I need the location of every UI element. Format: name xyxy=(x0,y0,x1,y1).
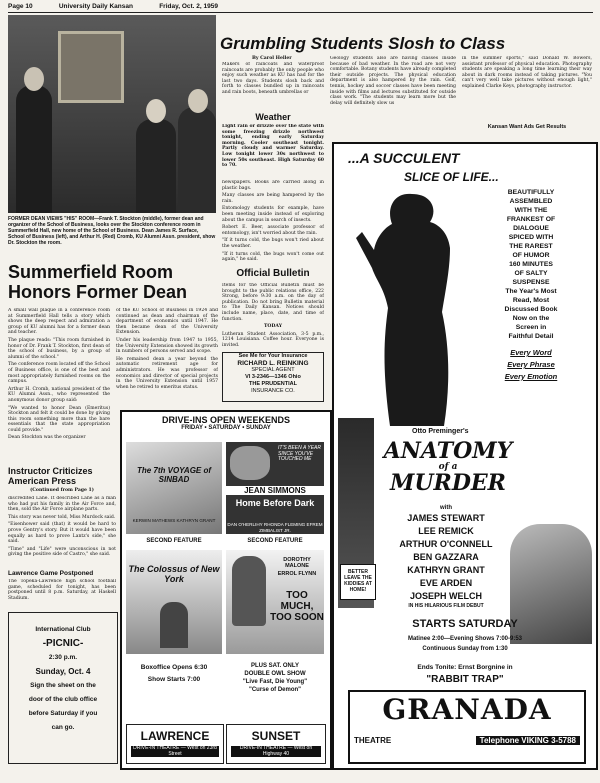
drivein-days: FRIDAY • SATURDAY • SUNDAY xyxy=(181,425,271,431)
picnic-day: Sunday, Oct. 4 xyxy=(35,667,91,676)
side-line: Screen in xyxy=(515,324,547,331)
home-poster xyxy=(226,442,324,534)
byline: By Carol Heller xyxy=(252,56,292,61)
club-line: Sign the sheet on the xyxy=(30,682,96,689)
title-of-a: of a xyxy=(438,462,458,472)
instructor-body xyxy=(8,496,116,568)
bulletin-item: Lutheran Student Association, 3-5 p.m., 1214 Louisiana. Coffee hour. Everyone is invited. xyxy=(222,331,324,348)
every-word: Every Word xyxy=(510,348,552,357)
cast-member: LEE REMICK xyxy=(418,526,474,536)
presents: Otto Preminger's xyxy=(412,428,469,435)
sunset-sub: DRIVE-IN THEATRE — West on Highway 40 xyxy=(231,746,321,757)
side-line: Read, Most xyxy=(512,297,550,304)
paragraph: of the KU School of Business in 1924 and continued as dean and chairman of the department of economics until 1947. He then became dean of the University Extension. xyxy=(116,308,218,336)
title-anatomy: ANATOMY xyxy=(383,438,513,464)
paragraph: A small wall plaque in a conference room at Summerfield Hall tells a story which shows the deep respect and admiration a group of KU alumni has for a former dean and teacher. xyxy=(8,308,110,336)
side-line: The Year's Most xyxy=(505,288,557,295)
issue-date: Friday, Oct. 2, 1959 xyxy=(159,3,218,10)
granada-logo xyxy=(348,690,586,764)
with: with xyxy=(440,505,452,511)
second-feature-left: SECOND FEATURE xyxy=(146,538,202,544)
page-number: Page 10 xyxy=(8,3,33,10)
weather-box xyxy=(222,112,324,172)
bulletin-title: Official Bulletin xyxy=(236,268,310,279)
company: THE PRUDENTIAL xyxy=(249,381,297,387)
plus-sat: PLUS SAT. ONLY xyxy=(250,663,299,669)
agent-phone: VI 3-2346—1346 Ohio xyxy=(245,374,301,380)
continued-note: (Continued from Page 1) xyxy=(30,488,94,493)
side-line: Discussed Book xyxy=(504,306,558,313)
side-line: WITH THE xyxy=(514,207,548,214)
sunset-name: SUNSET xyxy=(251,729,301,743)
lawrence-sub: DRIVE-IN THEATRE — West on 23rd Street xyxy=(131,746,219,757)
caption-text: —Frank T. Stockton (middle), former dean and organizer of the School of Business, looks over the Stockton conference room in Summerfield Hall, new home of the School of Business. Dean James R. Surface, School of Business (left), and Arthur H. (Red) Cromb, KU Alumni Assn. president, show Dr. Stockton the room. xyxy=(8,216,216,246)
news-photo xyxy=(8,15,216,213)
home-cast: DAN O'HERLIHY RHONDA FLEMING EFREM ZIMBALIST JR. xyxy=(227,522,323,533)
club-line: can go. xyxy=(51,724,75,731)
photo-caption xyxy=(8,216,216,246)
title-murder: MURDER xyxy=(390,470,506,496)
bulletin-body xyxy=(222,283,324,349)
paper-name: University Daily Kansan xyxy=(58,3,133,10)
masthead xyxy=(8,3,218,10)
grumbling-headline: Grumbling Students Slosh to Class xyxy=(220,34,506,53)
summerfield-col1 xyxy=(8,308,110,460)
side-line: BEAUTIFULLY xyxy=(507,189,555,196)
owl-feature: "Curse of Demon" xyxy=(248,687,302,693)
toomuch-title: TOO MUCH, TOO SOON xyxy=(270,590,324,623)
paragraph: Entomology students for example, have been meeting inside instead of exploring about the campus in search of insects. xyxy=(222,206,324,223)
matinee: Matinee 2:00—Evening Shows 7:00-9:53 xyxy=(407,636,523,642)
cast-member: JOSEPH WELCH xyxy=(409,591,482,601)
side-line: 160 MINUTES xyxy=(509,261,553,268)
granada-footer xyxy=(354,736,580,745)
second-feature-right: SECOND FEATURE xyxy=(247,538,303,544)
weather-title: Weather xyxy=(255,112,291,122)
rabbit-trap: "RABBIT TRAP" xyxy=(426,674,504,685)
paragraph: "If it turns cold, the bugs won't ried about the weather. xyxy=(222,238,324,249)
owl-feature: "Live Fast, Die Young" xyxy=(242,679,308,685)
slice-of-life: SLICE OF LIFE... xyxy=(404,170,499,184)
paragraph: The conference room located off the School of Business office, is one of the best and most appropriately furnished rooms on the campus. xyxy=(8,362,110,385)
paragraph: He remained dean a year beyond the automatic retirement age for administrators. He was professor of economics and director of special projects in the University Extension until 1957 when he retired to emeritus status. xyxy=(116,356,218,390)
kiddies-burst: BETTER LEAVE THE KIDDIES AT HOME! xyxy=(340,564,376,600)
jean-simmons: JEAN SIMMONS xyxy=(226,486,324,495)
sinbad-title: The 7th VOYAGE of SINBAD xyxy=(136,466,212,484)
lawrence-name: LAWRENCE xyxy=(140,729,210,743)
game-text: The Topeka-Lawrence high school football game, scheduled for tonight, has been postponed until 8 p.m. Saturday, at Haskell Stadium. xyxy=(8,579,116,601)
cast-member: ARTHUR O'CONNELL xyxy=(399,539,493,549)
paragraph: "If it turns cold, the bugs won't come out again," he said. xyxy=(222,251,324,263)
side-line: ASSEMBLED xyxy=(509,198,553,205)
sinbad-cast: KERWIN MATHEWS KATHRYN GRANT xyxy=(132,518,216,523)
sunset-logo xyxy=(226,724,326,764)
granada-phone: Telephone VIKING 3-5788 xyxy=(476,736,580,745)
side-line: SUSPENSE xyxy=(512,279,550,286)
boxoffice: Boxoffice Opens 6:30 xyxy=(140,664,208,671)
lawrence-logo xyxy=(126,724,224,764)
starts-saturday: STARTS SATURDAY xyxy=(412,618,518,630)
colossus-poster xyxy=(126,550,222,654)
drivein-ad xyxy=(120,410,332,770)
caption-lead: FORMER DEAN VIEWS "HIS" ROOM xyxy=(8,216,95,222)
agent-name: RICHARD L. REINKING xyxy=(237,360,309,367)
face-middle xyxy=(146,99,166,123)
granada-name: GRANADA xyxy=(382,693,552,726)
cast-member: BEN GAZZARA xyxy=(413,552,479,562)
actress-face xyxy=(230,446,270,480)
person-middle xyxy=(136,119,176,213)
toomuch-poster xyxy=(226,550,324,654)
face-right xyxy=(188,89,208,113)
home-title: Home Before Dark xyxy=(235,498,315,508)
colossus-title: The Colossus of New York xyxy=(128,564,220,584)
ends-tonite: Ends Tonite: Ernst Borgnine in xyxy=(417,664,513,671)
bulletin-intro: Items for the Official Bulletin must be brought to the public relations office, 222 Strong, before 9:30 a.m. on the day of publication. Do not bring Bulletin material to The Daily Kansan. Notices should include name, place, date, and time of function. xyxy=(222,283,324,322)
grumbling-cont xyxy=(222,180,324,266)
film-title xyxy=(378,440,518,494)
showtimes xyxy=(126,662,222,686)
cast-member: EVE ARDEN xyxy=(419,578,473,588)
granada-ad xyxy=(332,142,598,770)
grumbling-col3: in the summer sports," said Donald W. Bowers, assistant professor of physical education. Photography students are speaking a long time learning their way about in dark rooms instead of taking pictures. "You can't very well take pictures without enough light," explained Clarke Keys, photography instructor. xyxy=(462,56,592,89)
game-headline: Lawrence Game Postponed xyxy=(8,570,94,577)
paragraph: "Time" and "Life" were unconscious in not giving the positive side of Castro," she said. xyxy=(8,546,116,558)
insurance-line1: See Me for Your Insurance xyxy=(238,353,308,359)
person-right xyxy=(178,107,216,213)
instructor-headline: Instructor Criticizes American Press xyxy=(8,466,93,486)
toomuch-cast2: ERROL FLYNN xyxy=(277,571,317,577)
face-left xyxy=(24,67,44,91)
cast-member: JAMES STEWART xyxy=(407,513,485,523)
woman-figure xyxy=(354,188,474,428)
grumbling-col1: Makers of raincoats and waterproof raincoats are probably the only people who enjoy such weather as KU has had for the last two days. Students slosh back and forth to classes bundled up in raincoats and rain boots, beneath umbrellas or xyxy=(222,62,324,95)
club-title: International Club xyxy=(35,626,91,633)
picnic: -PICNIC- xyxy=(42,638,84,649)
toomuch-figure xyxy=(232,556,266,626)
summerfield-headline: Summerfield Room Honors Former Dean xyxy=(8,262,188,302)
grumbling-col2: Geology students also are having classes inside because of bad weather. In the road are not very comfortable. Botany students have already completed their outside projects. The physical education department is also hampered by the rain. Golf, tennis, hockey and soccer classes have been meeting inside with films and lectures substituted for outside class work. "The students may learn more but the delay will definitely slow us xyxy=(330,56,456,106)
welch-note: IN HIS HILARIOUS FILM DEBUT xyxy=(408,603,484,609)
masthead-rule xyxy=(8,12,593,13)
side-line: THE RAREST xyxy=(509,243,553,250)
home-tagline: IT'S BEEN A YEAR SINCE YOU'VE TOUCHED ME xyxy=(278,445,322,463)
every-phrase: Every Phrase xyxy=(507,360,555,369)
cast-list xyxy=(382,504,510,610)
side-line: SPICED WITH xyxy=(508,234,554,241)
agent-role: SPECIAL AGENT xyxy=(251,367,295,373)
sinbad-poster xyxy=(126,442,222,534)
paragraph: discredited Lane. It described Lane as a man who had put his family in the Air Force and, then, sold the Air Force airplane parts. xyxy=(8,496,116,513)
club-line: before Saturday if you xyxy=(28,710,98,717)
person-left xyxy=(16,85,52,213)
paragraph: Dean Stockton was the organizer xyxy=(8,435,86,441)
club-line: door of the club office xyxy=(28,696,98,703)
picnic-time: 2:30 p.m. xyxy=(48,654,78,661)
bulletin-today: TODAY xyxy=(263,324,283,330)
portrait-frame xyxy=(58,31,124,103)
company2: INSURANCE CO. xyxy=(251,388,295,394)
want-ads: Kansan Want Ads Get Results xyxy=(487,124,567,130)
paragraph: Under his leadership from 1947 to 1955, the University Extension showed its growth in numbers of persons served and scope. xyxy=(116,337,218,355)
weather-text: Light rain or drizzle over the state with some freezing drizzle northwest tonight, ending early Saturday morning. Cooler southeast tonight. Partly cloudy and warmer Saturday. Low tonight lower 30s northwest to lower 50s southeast. High Saturday 60 to 70. xyxy=(222,124,324,169)
every-emotion: Every Emotion xyxy=(504,372,558,381)
ad-side-text xyxy=(472,188,590,383)
insurance-ad xyxy=(222,352,324,402)
paragraph: Many classes are being hampered by the rain. xyxy=(222,193,324,204)
side-line: FRANKEST OF xyxy=(506,216,556,223)
paragraph: newspapers. Books are carried along in plastic bags. xyxy=(222,180,324,191)
summerfield-col2 xyxy=(116,308,218,408)
continuous: Continuous Sunday from 1:30 xyxy=(422,646,508,652)
club-ad xyxy=(8,612,118,764)
owl-show xyxy=(226,662,324,694)
succulent: ...A SUCCULENT xyxy=(348,150,460,166)
paragraph: "Eisenhower said (that) it would be hard to prove Gentry's story. But it would have been equally as hard to prove Lantz's side," she said. xyxy=(8,522,116,545)
show-starts: Show Starts 7:00 xyxy=(147,676,201,683)
side-line: OF SALTY xyxy=(514,270,548,277)
toomuch-cast1: DOROTHY MALONE xyxy=(283,557,311,569)
drivein-title: DRIVE-INS OPEN WEEKENDS xyxy=(161,415,291,425)
colossus-figure xyxy=(160,602,188,648)
paragraph: Robert E. Beer, associate professor of entomology, isn't worried about the rain. xyxy=(222,225,324,236)
side-line: Faithful Detail xyxy=(508,333,554,340)
cast-member: KATHRYN GRANT xyxy=(407,565,485,575)
side-line: OF HUMOR xyxy=(512,252,550,259)
paragraph: "We wanted to honor Dean (Emeritus) Stockton and felt it could be done by giving this room something more than the bare essentials that the state appropriation could provide." xyxy=(8,405,110,433)
side-line: Now on the xyxy=(512,315,550,322)
paragraph: The plaque reads: "This room furnished in honor of Dr. Frank T. Stockton, first dean of the school of business, by a group of alumni of the school." xyxy=(8,337,110,360)
double-owl: DOUBLE OWL SHOW xyxy=(244,671,306,677)
paragraph: Arthur H. Cromb, national president of the KU Alumni Assn., who represented the anonymous donor group said: xyxy=(8,386,110,403)
side-line: DIALOGUE xyxy=(513,225,549,232)
paragraph: This story was never told, Miss Murdock said. xyxy=(8,514,116,520)
theatre: THEATRE xyxy=(354,736,392,745)
